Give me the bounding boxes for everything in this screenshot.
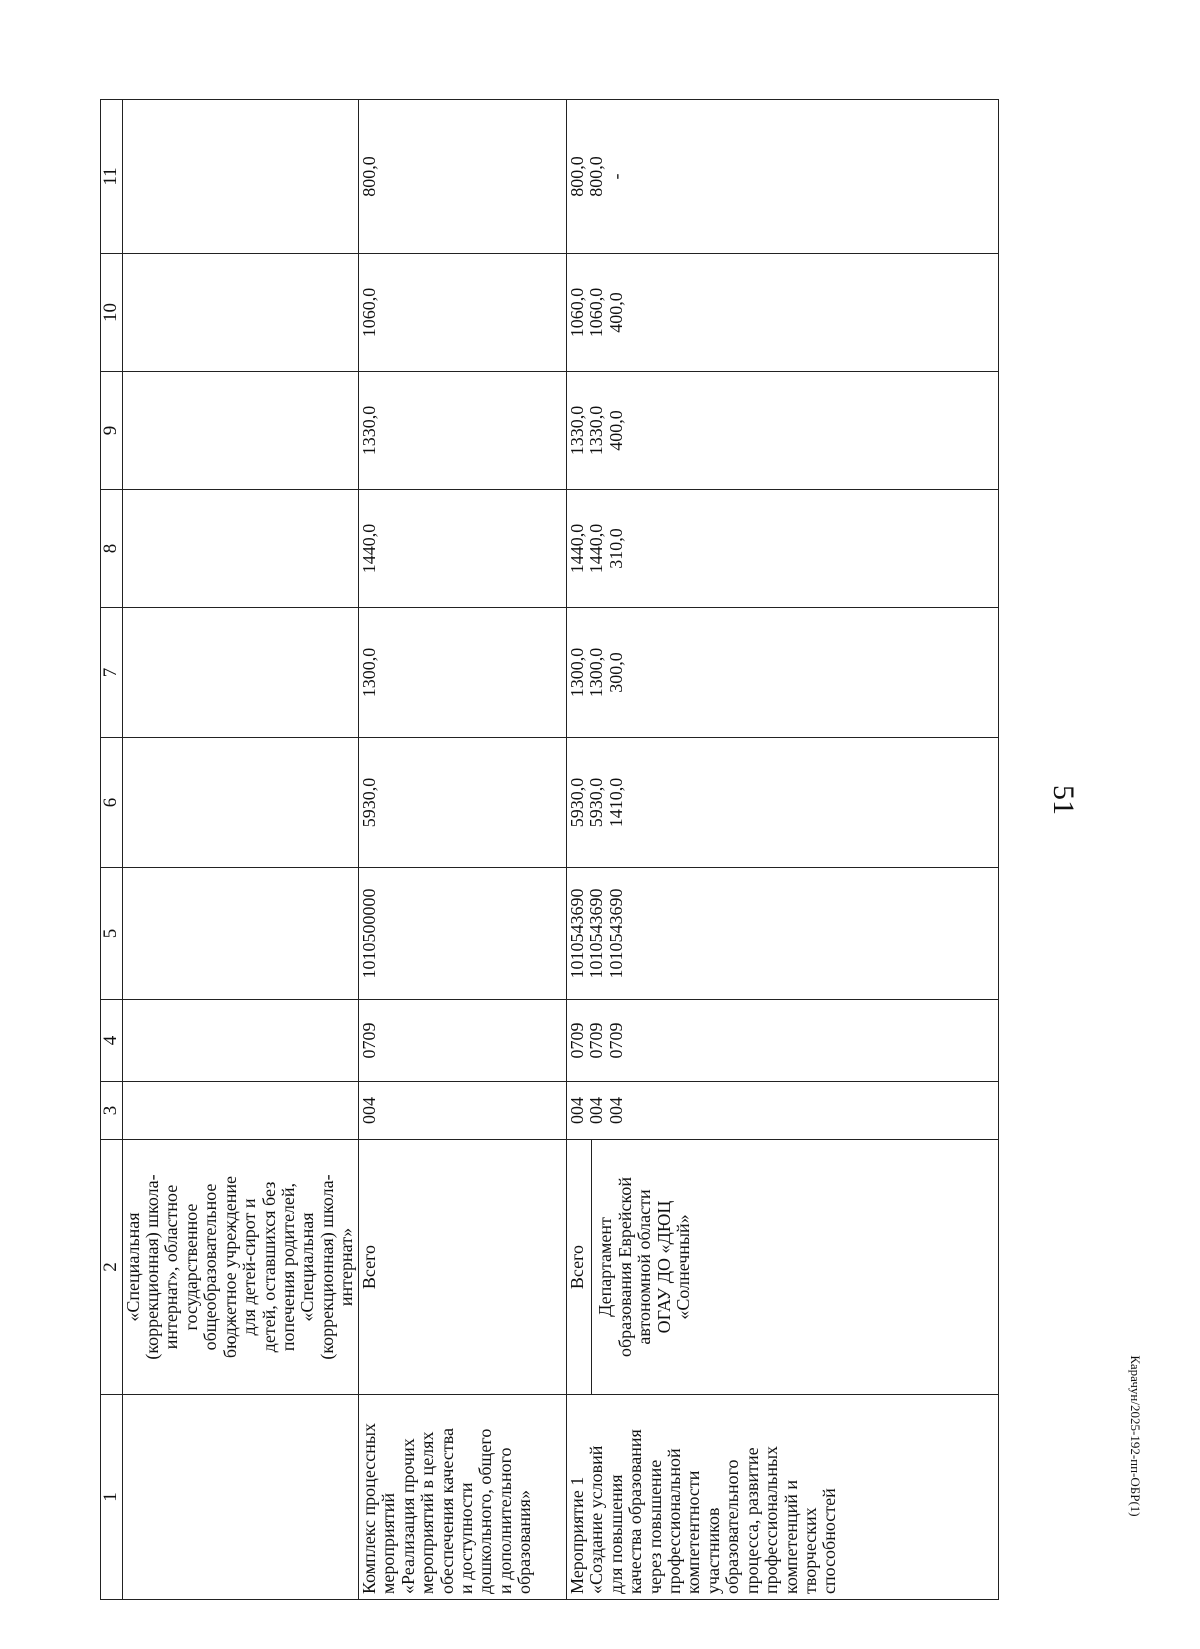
- header-cell-8: 8: [101, 490, 123, 608]
- header-cell-1: 1: [101, 1395, 123, 1600]
- header-row: [101, 100, 123, 1600]
- row-event1-c8: [566, 490, 998, 608]
- row-event1-c10-total: 1060,0: [566, 287, 587, 338]
- page-number: 51: [1047, 785, 1080, 815]
- row-event1-c10-details: 1060,0 400,0: [586, 287, 626, 338]
- row-school-executor: «Специальная (коррекционная) школа- интернат», областное государственное общеобразовательное бюджетное учреждение для детей-сирот и детей, оставшихся без попечения родителей, «Специальная (коррекционная) школа- интернат»: [122, 1140, 358, 1395]
- row-event1-c5-total: 1010543690: [566, 888, 587, 979]
- header-cell-5: 5: [101, 868, 123, 1000]
- row-school-c3: [122, 1082, 358, 1140]
- row-event1-c8-details: 1440,0 310,0: [586, 523, 626, 574]
- header-cell-6: 6: [101, 738, 123, 868]
- row-complex-c11: 800,0: [358, 100, 566, 254]
- document-code: Карачун/2025-192-пп-ОБР(1): [1128, 1355, 1143, 1517]
- row-event1-c6-details: 5930,0 1410,0: [586, 777, 626, 828]
- row-event1-c5-details: 1010543690 1010543690: [586, 888, 626, 979]
- header-cell-9: 9: [101, 372, 123, 490]
- row-complex-executor: Всего: [358, 1140, 566, 1395]
- row-event1-c7-total: 1300,0: [566, 647, 587, 698]
- row-event1-c9: [566, 372, 998, 490]
- row-event1-c6: [566, 738, 998, 868]
- row-event1-c11-details: 800,0 -: [586, 156, 626, 197]
- row-school-c7: [122, 608, 358, 738]
- row-event1-c9-details: 1330,0 400,0: [586, 405, 626, 456]
- row-event1-c7: [566, 608, 998, 738]
- row-school-c10: [122, 254, 358, 372]
- row-school-c8: [122, 490, 358, 608]
- row-school-c9: [122, 372, 358, 490]
- row-school-c11: [122, 100, 358, 254]
- row-school-c5: [122, 868, 358, 1000]
- row-event1-c10: [566, 254, 998, 372]
- header-cell-10: 10: [101, 254, 123, 372]
- row-event1-c3: [566, 1082, 998, 1140]
- row-complex-c6: 5930,0: [358, 738, 566, 868]
- row-school-program: [122, 1395, 358, 1600]
- row-event1-c6-total: 5930,0: [566, 777, 587, 828]
- table-row-school: [122, 100, 358, 1600]
- row-complex-c3: 004: [358, 1082, 566, 1140]
- row-complex-program: Комплекс процессных мероприятий «Реализация прочих мероприятий в целях обеспечения качества и доступности дошкольного, общего и дополнительного образования»: [358, 1395, 566, 1600]
- rotated-table-container: [100, 100, 980, 1600]
- row-complex-c5: 1010500000: [358, 868, 566, 1000]
- budget-table: [100, 99, 999, 1600]
- row-event1-c3-details: 004 004: [586, 1097, 626, 1124]
- row-event1-c9-total: 1330,0: [566, 405, 587, 456]
- row-event1-c4: [566, 1000, 998, 1082]
- header-cell-3: 3: [101, 1082, 123, 1140]
- row-event1-executors: Департамент образования Еврейской автономной области ОГАУ ДО «ДЮЦ «Солнечный»: [595, 1176, 693, 1358]
- row-complex-c8: 1440,0: [358, 490, 566, 608]
- row-complex-c7: 1300,0: [358, 608, 566, 738]
- row-event1-c11: [566, 100, 998, 254]
- row-school-c6: [122, 738, 358, 868]
- row-complex-c9: 1330,0: [358, 372, 566, 490]
- header-cell-2: 2: [101, 1140, 123, 1395]
- row-event1-c8-total: 1440,0: [566, 523, 587, 574]
- row-event1-total-label: Всего: [568, 1140, 592, 1394]
- row-event1-executor: [566, 1140, 998, 1395]
- row-event1-c3-total: 004: [566, 1097, 587, 1124]
- row-event1-c5: [566, 868, 998, 1000]
- header-cell-7: 7: [101, 608, 123, 738]
- row-event1-c7-details: 1300,0 300,0: [586, 647, 626, 698]
- row-school-c4: [122, 1000, 358, 1082]
- row-event1-c11-total: 800,0: [566, 156, 587, 197]
- row-event1-c4-total: 0709: [566, 1022, 587, 1059]
- table-row-event-1: [566, 100, 998, 1600]
- table-row-complex: [358, 100, 566, 1600]
- row-complex-c10: 1060,0: [358, 254, 566, 372]
- header-cell-4: 4: [101, 1000, 123, 1082]
- row-complex-c4: 0709: [358, 1000, 566, 1082]
- header-cell-11: 11: [101, 100, 123, 254]
- row-event1-c4-details: 0709 0709: [586, 1022, 626, 1059]
- row-event1-program: Мероприятие 1 «Создание условий для повышения качества образования через повышение профессиональной компетентности участников образовательного процесса, развитие профессиональных компетенций и творческих способностей: [566, 1395, 998, 1600]
